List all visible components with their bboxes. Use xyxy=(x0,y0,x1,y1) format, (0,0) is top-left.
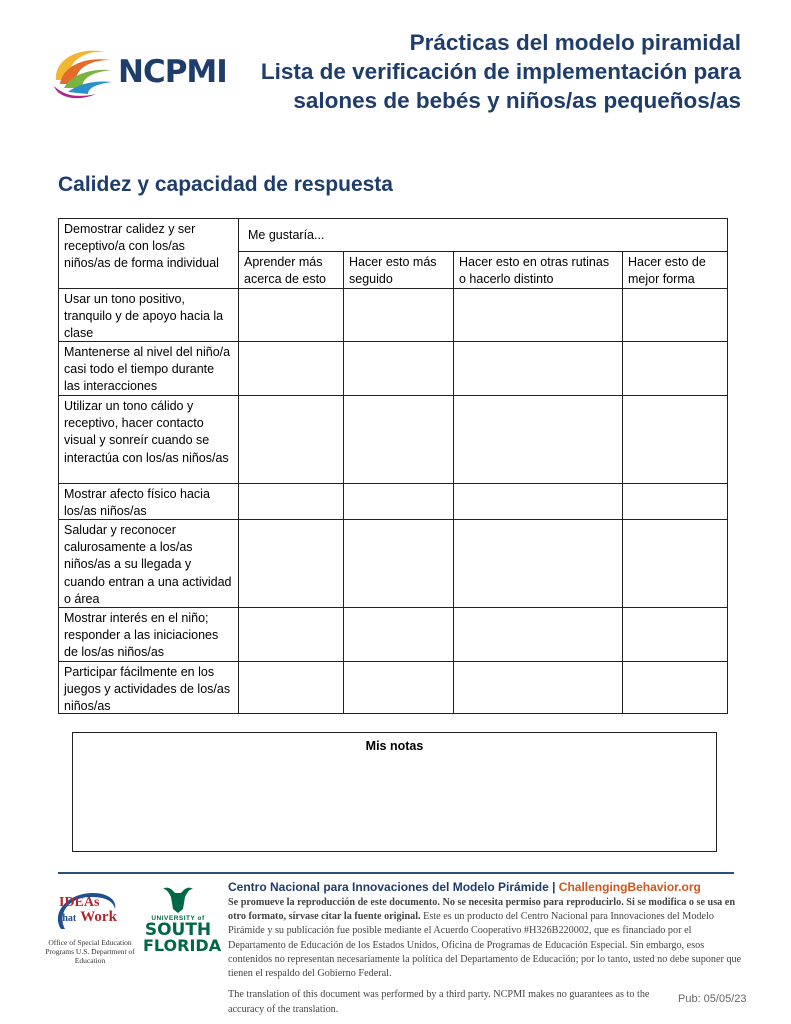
checkbox-cell[interactable] xyxy=(238,341,344,396)
checkbox-cell[interactable] xyxy=(453,661,623,714)
checkbox-cell[interactable] xyxy=(343,519,454,608)
checkbox-cell[interactable] xyxy=(453,483,623,520)
column-header: Aprender más acerca de esto xyxy=(238,251,344,289)
checkbox-cell[interactable] xyxy=(453,395,623,484)
title-line: salones de bebés y niños/as pequeños/as xyxy=(293,88,741,113)
checkbox-cell[interactable] xyxy=(238,395,344,484)
ideas-wordmark xyxy=(59,895,117,926)
checkbox-cell[interactable] xyxy=(343,661,454,714)
checkbox-cell[interactable] xyxy=(622,519,728,608)
footer-heading xyxy=(228,880,742,894)
ideas-line1: IDEAs xyxy=(59,895,100,910)
checkbox-cell[interactable] xyxy=(238,661,344,714)
ideas-that-work-logo xyxy=(45,883,135,963)
separator: | xyxy=(552,880,556,894)
practice-item: Utilizar un tono cálido y receptivo, hacer contacto visual y sonreír cuando se interactúa con los/as niños/as xyxy=(58,395,239,484)
checkbox-cell[interactable] xyxy=(622,341,728,396)
practice-item: Mostrar afecto físico hacia los/as niños/as xyxy=(58,483,239,520)
reproduction-notice: Se promueve la reproducción de este documento. No se necesita permiso para reproducirlo. Si se modifica o se usa en otro formato, sírvase citar la fuente original. xyxy=(228,897,735,923)
column-header: Hacer esto de mejor forma xyxy=(622,251,728,289)
footer-disclaimer xyxy=(228,896,742,981)
checkbox-cell[interactable] xyxy=(343,395,454,484)
logo-text: NCPMI xyxy=(118,54,227,90)
checkbox-cell[interactable] xyxy=(238,519,344,608)
checkbox-cell[interactable] xyxy=(622,483,728,520)
bull-icon xyxy=(161,883,195,913)
ncpmi-logo xyxy=(48,40,227,102)
checkbox-cell[interactable] xyxy=(238,288,344,342)
checkbox-cell[interactable] xyxy=(622,395,728,484)
website-link[interactable]: ChallengingBehavior.org xyxy=(558,880,701,894)
checkbox-cell[interactable] xyxy=(238,483,344,520)
checkbox-cell[interactable] xyxy=(453,288,623,342)
checkbox-cell[interactable] xyxy=(453,341,623,396)
usf-south: SOUTH xyxy=(144,920,212,940)
usf-logo xyxy=(143,883,222,963)
practice-header: Demostrar calidez y ser receptivo/a con los/as niños/as de forma individual xyxy=(58,218,239,289)
title-line: Lista de verificación de implementación para xyxy=(260,59,741,84)
ideas-line2: that xyxy=(59,913,77,924)
practice-item: Saludar y reconocer calurosamente a los/as niños/as a su llegada y cuando entran a una actividad o área xyxy=(58,519,239,608)
osep-caption: Office of Special Education Programs U.S. Department of Education xyxy=(45,938,135,965)
funding-disclaimer: Este es un producto del Centro Nacional para Innovaciones del Modelo Pirámide y su publicación fue posible mediante el Acuerdo Cooperativo #H326B220002, que es financiado por el Departamento de Educación de los Estados Unidos, Oficina de Programas de Educación Especial. Sin embargo, esos contenidos no representan necesariamente la política del Departamento de Educación; por lo tanto, usted no debe suponer que tienen el respaldo del Gobierno Federal. xyxy=(228,911,742,980)
footer-divider xyxy=(58,872,734,874)
practice-item: Participar fácilmente en los juegos y actividades de los/as niños/as xyxy=(58,661,239,714)
checkbox-cell[interactable] xyxy=(622,661,728,714)
checkbox-cell[interactable] xyxy=(622,607,728,662)
checkbox-cell[interactable] xyxy=(343,288,454,342)
translation-note: The translation of this document was performed by a third party. NCPMI makes no guarantees as to the accuracy of the translation. xyxy=(228,989,650,1015)
practice-item: Mostrar interés en el niño; responder a las iniciaciones de los/as niños/as xyxy=(58,607,239,662)
column-header: Hacer esto más seguido xyxy=(343,251,454,289)
org-name: Centro Nacional para Innovaciones del Modelo Pirámide xyxy=(228,880,549,894)
checkbox-cell[interactable] xyxy=(343,483,454,520)
document-title xyxy=(261,28,741,115)
column-header: Hacer esto en otras rutinas o hacerlo distinto xyxy=(453,251,623,289)
checkbox-cell[interactable] xyxy=(343,607,454,662)
publication-date: Pub: 05/05/23 xyxy=(678,993,747,1005)
practice-item: Mantenerse al nivel del niño/a casi todo el tiempo durante las interacciones xyxy=(58,341,239,396)
usf-university: UNIVERSITY of xyxy=(151,915,205,922)
section-title: Calidez y capacidad de respuesta xyxy=(58,173,393,196)
ideas-line3: Work xyxy=(80,909,117,925)
practice-item: Usar un tono positivo, tranquilo y de apoyo hacia la clase xyxy=(58,288,239,342)
notes-box[interactable] xyxy=(72,732,717,852)
checkbox-cell[interactable] xyxy=(622,288,728,342)
group-header: Me gustaría... xyxy=(238,218,728,252)
checkbox-cell[interactable] xyxy=(453,607,623,662)
footer-text-block xyxy=(228,880,742,981)
title-line: Prácticas del modelo piramidal xyxy=(409,30,741,55)
usf-florida: FLORIDA xyxy=(143,936,222,955)
notes-title: Mis notas xyxy=(365,739,424,753)
checkbox-cell[interactable] xyxy=(453,519,623,608)
checkbox-cell[interactable] xyxy=(343,341,454,396)
pyramid-swoosh-icon xyxy=(48,40,118,102)
checkbox-cell[interactable] xyxy=(238,607,344,662)
